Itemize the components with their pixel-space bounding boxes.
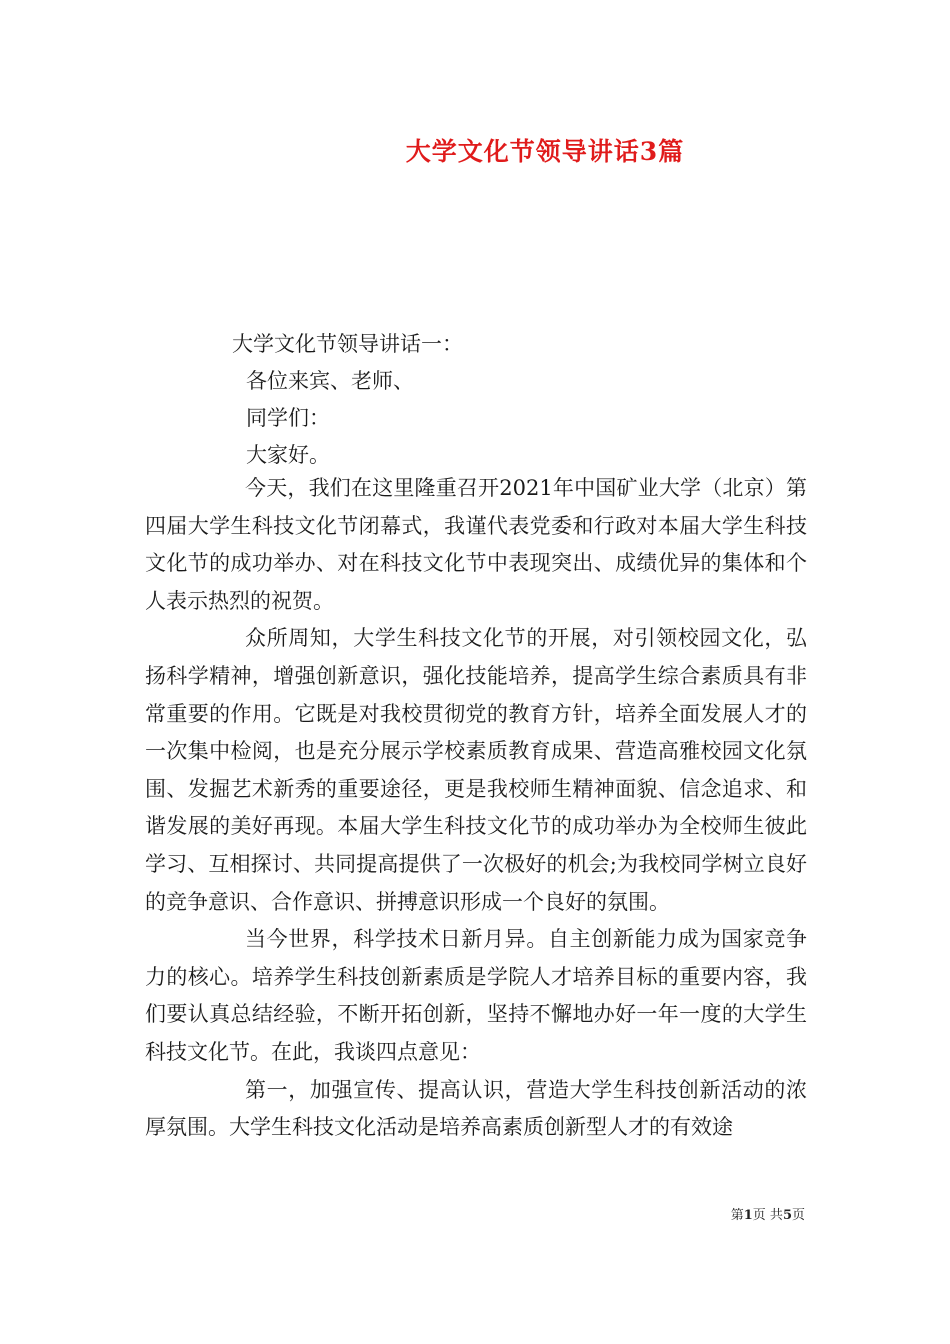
paragraph-innovation: 当今世界，科学技术日新月异。自主创新能力成为国家竞争力的核心。培养学生科技创新素质是学院人才培养目标的重要内容，我们要认真总结经验，不断开拓创新，坚持不懈地办好一年一度的大学生科技文化节。在此，我谈四点意见： [145, 927, 807, 1064]
footer-suffix: 页 [791, 1208, 805, 1223]
greeting: 大家好。 [246, 443, 330, 467]
page-footer [731, 1204, 805, 1223]
salutation-guests-teachers: 各位来宾、老师、 [246, 369, 414, 393]
footer-total-pages: 5 [782, 1208, 792, 1223]
document-title: 大学文化节领导讲话3篇 [405, 137, 685, 166]
section-heading: 大学文化节领导讲话一： [232, 332, 463, 356]
speech-body [145, 470, 807, 1147]
paragraph-point-one: 第一，加强宣传、提高认识，营造大学生科技创新活动的浓厚氛围。大学生科技文化活动是培养高素质创新型人才的有效途 [145, 1077, 807, 1140]
paragraph-importance: 众所周知，大学生科技文化节的开展，对引领校园文化，弘扬科学精神，增强创新意识，强化技能培养，提高学生综合素质具有非常重要的作用。它既是对我校贯彻党的教育方针，培养全面发展人才的一次集中检阅，也是充分展示学校素质教育成果、营造高雅校园文化氛围、发掘艺术新秀的重要途径，更是我校师生精神面貌、信念追求、和谐发展的美好再现。本届大学生科技文化节的成功举办为全校师生彼此学习、互相探讨、共同提高提供了一次极好的机会;为我校同学树立良好的竞争意识、合作意识、拼搏意识形成一个良好的氛围。 [145, 626, 807, 914]
paragraph-opening: 今天，我们在这里隆重召开2021年中国矿业大学（北京）第四届大学生科技文化节闭幕式，我谨代表党委和行政对本届大学生科技文化节的成功举办、对在科技文化节中表现突出、成绩优异的集体和个人表示热烈的祝贺。 [145, 476, 807, 613]
salutation-students: 同学们： [246, 406, 330, 430]
footer-page-number: 1 [743, 1208, 753, 1223]
footer-prefix: 第 [730, 1208, 744, 1223]
footer-middle: 页 共 [752, 1208, 783, 1223]
